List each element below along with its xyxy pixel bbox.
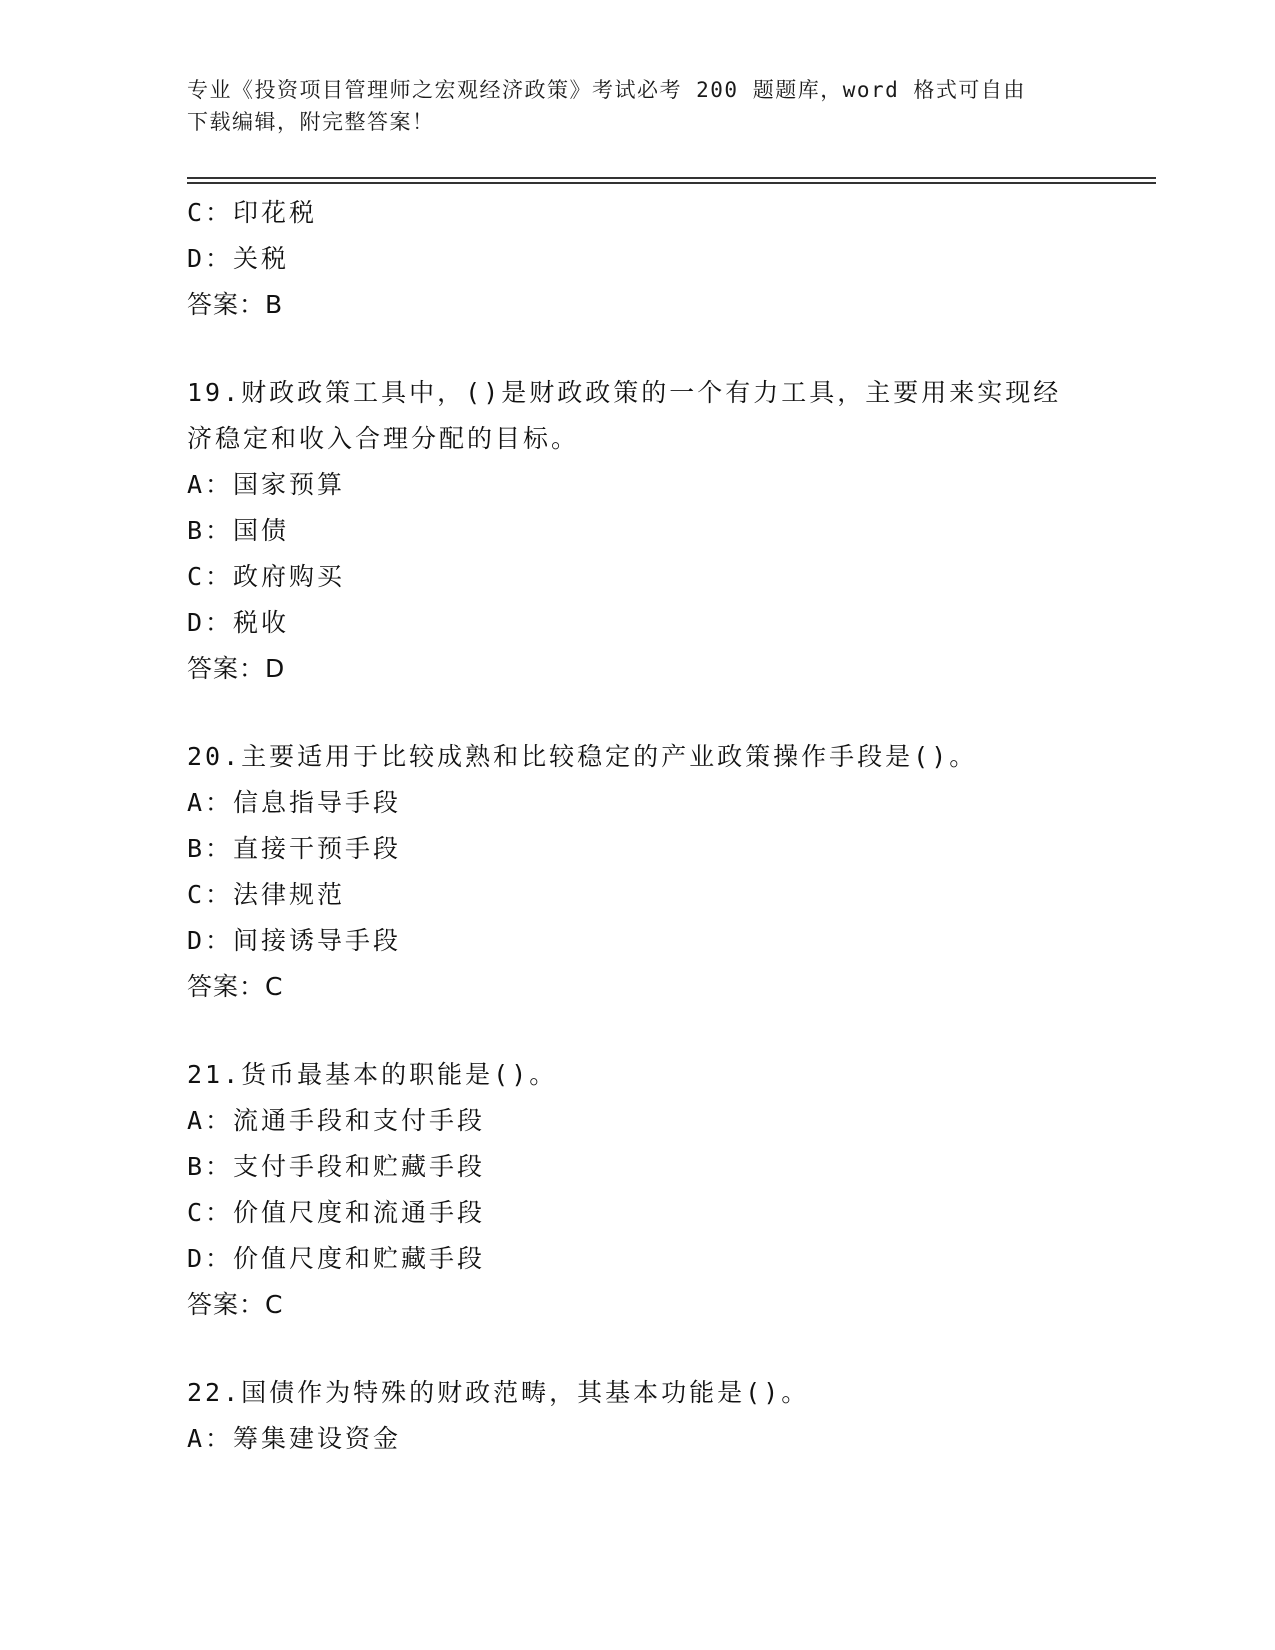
header-rule-bottom [187, 182, 1156, 184]
spacer [187, 1328, 1087, 1370]
answer: 答案：B [187, 290, 284, 319]
header-rule-top [187, 177, 1156, 179]
option-b: B：直接干预手段 [187, 834, 402, 863]
question-20 [187, 734, 1087, 1010]
question-stem: 19.财政政策工具中，()是财政政策的一个有力工具，主要用来实现经 [187, 378, 1062, 407]
question-19 [187, 370, 1087, 692]
spacer [187, 328, 1087, 370]
option-a: A：国家预算 [187, 470, 346, 499]
document-header [187, 74, 1077, 138]
option-b: B：国债 [187, 516, 290, 545]
question-18-continued [187, 190, 1087, 328]
option-a: A：流通手段和支付手段 [187, 1106, 486, 1135]
question-stem-continued: 济稳定和收入合理分配的目标。 [187, 424, 580, 453]
header-line-1: 专业《投资项目管理师之宏观经济政策》考试必考 200 题题库，word 格式可自由 [187, 78, 1026, 102]
question-stem: 22.国债作为特殊的财政范畴，其基本功能是()。 [187, 1378, 810, 1407]
option-c: C：政府购买 [187, 562, 346, 591]
option-d: D：税收 [187, 608, 290, 637]
answer: 答案：D [187, 654, 286, 683]
question-22 [187, 1370, 1087, 1462]
spacer [187, 1010, 1087, 1052]
question-stem: 20.主要适用于比较成熟和比较稳定的产业政策操作手段是()。 [187, 742, 978, 771]
answer: 答案：C [187, 972, 284, 1001]
spacer [187, 692, 1087, 734]
header-line-2: 下载编辑，附完整答案！ [187, 110, 435, 134]
question-stem: 21.货币最基本的职能是()。 [187, 1060, 558, 1089]
option-c: C：价值尺度和流通手段 [187, 1198, 486, 1227]
option-a: A：筹集建设资金 [187, 1424, 402, 1453]
option-c: C：法律规范 [187, 880, 346, 909]
answer: 答案：C [187, 1290, 284, 1319]
document-body [187, 190, 1087, 1462]
option-a: A：信息指导手段 [187, 788, 402, 817]
option-d: D：价值尺度和贮藏手段 [187, 1244, 486, 1273]
option-d: D：间接诱导手段 [187, 926, 402, 955]
option-b: B：支付手段和贮藏手段 [187, 1152, 486, 1181]
option-d: D：关税 [187, 244, 290, 273]
question-21 [187, 1052, 1087, 1328]
option-c: C：印花税 [187, 198, 318, 227]
